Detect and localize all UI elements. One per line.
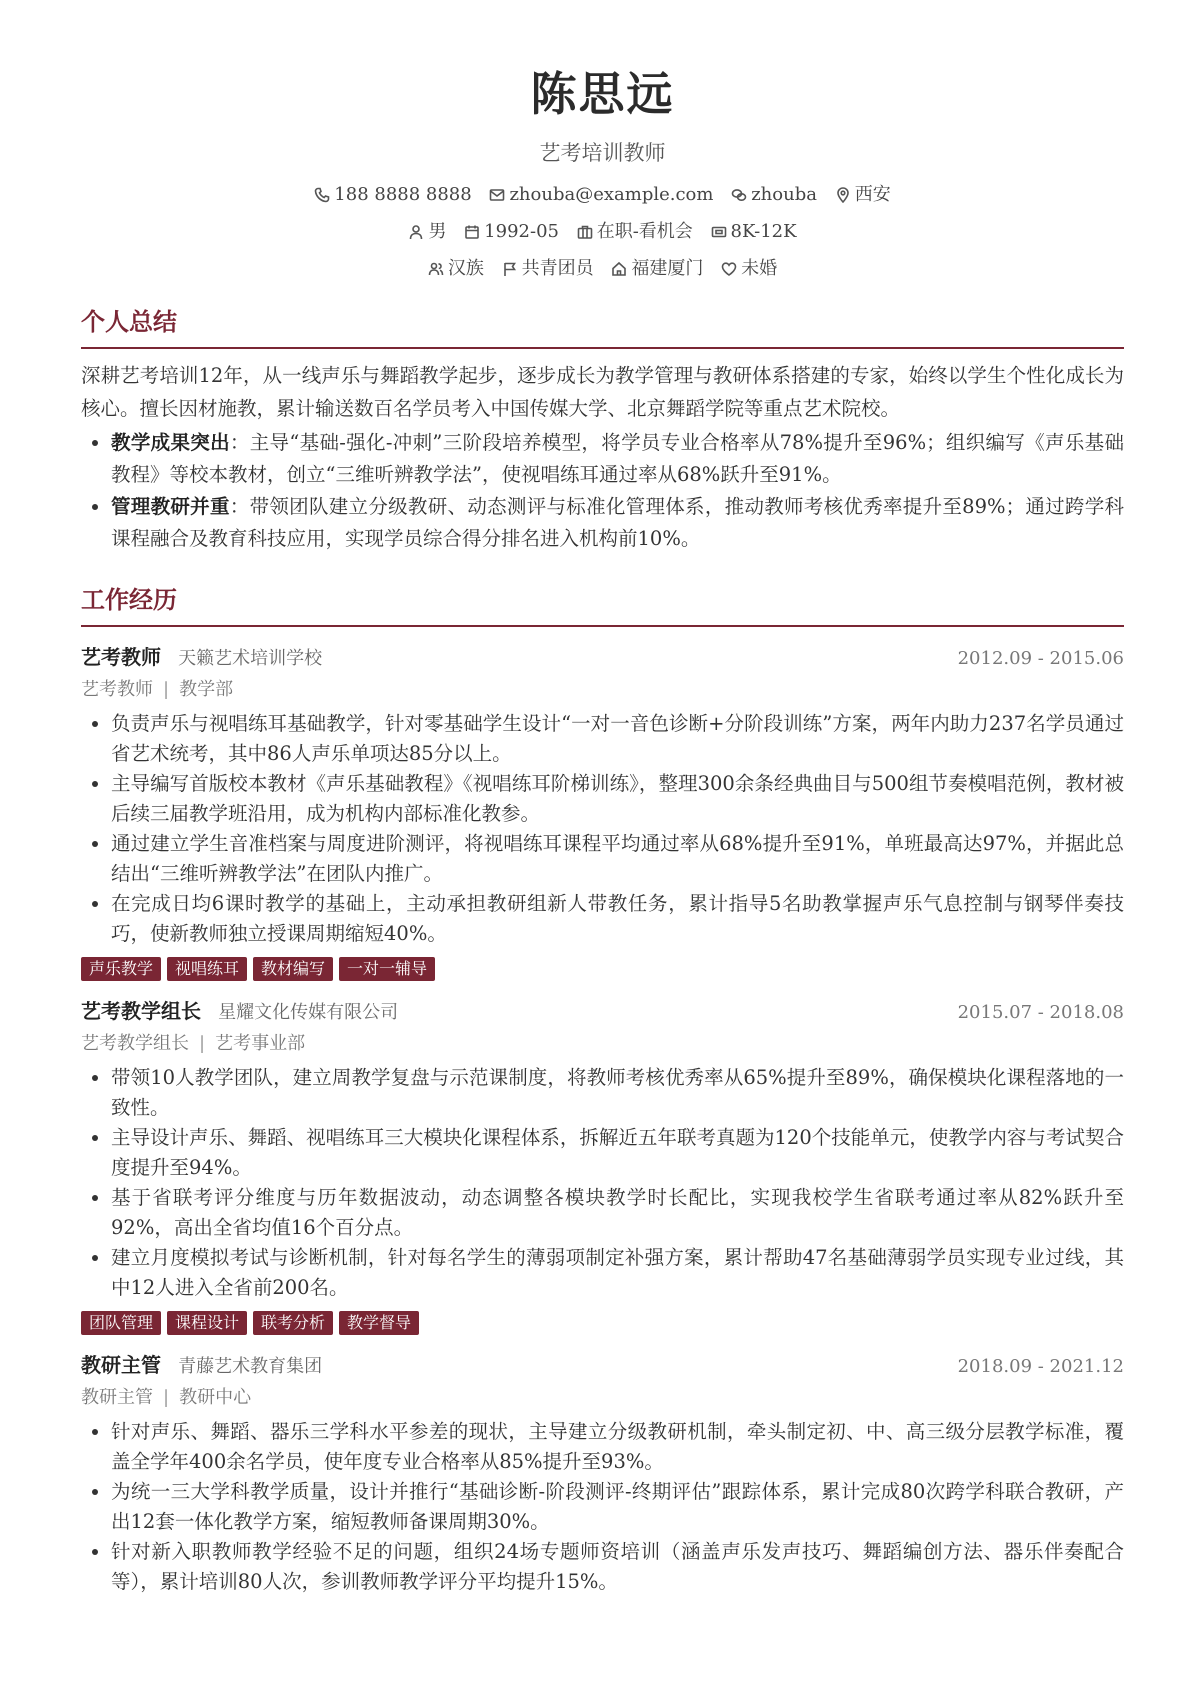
candidate-name: 陈思远	[530, 67, 675, 121]
job-bullet: • 负责声乐与视唱练耳基础教学，针对零基础学生设计“一对一音色诊断+分阶段训练”方案，两年内助力237名学员通过省艺术统考，其中86人声乐单项达85分以上。	[111, 709, 1124, 769]
mail-icon	[489, 187, 505, 203]
job-header	[81, 1349, 1124, 1383]
job-position: 艺考教师	[81, 679, 153, 700]
job-position: 艺考教学组长	[81, 1033, 189, 1054]
separator: |	[163, 679, 170, 700]
status-value: 在职-看机会	[596, 221, 693, 242]
gender-item	[408, 217, 446, 247]
people-icon	[428, 261, 444, 277]
job-bullet: • 通过建立学生音准档案与周度进阶测评，将视唱练耳课程平均通过率从68%提升至91%，单班最高达97%，并据此总结出“三维听辨教学法”在团队内推广。	[111, 829, 1124, 889]
phone-number: 188 8888 8888	[334, 184, 472, 205]
job-subtitle	[81, 1383, 1124, 1413]
job-bullet: • 针对新入职教师教学经验不足的问题，组织24场专题师资培训（涵盖声乐发声技巧、舞蹈编创方法、器乐伴奏配合等），累计培训80人次，参训教师教学评分平均提升15%。	[111, 1537, 1124, 1597]
job-subtitle	[81, 675, 1124, 705]
job-bullet: • 在完成日均6课时教学的基础上，主动承担教研组新人带教任务，累计指导5名助教掌握声乐气息控制与钢琴伴奏技巧，使新教师独立授课周期缩短40%。	[111, 889, 1124, 949]
skill-tag: 教材编写	[253, 957, 333, 981]
job-entry	[81, 641, 1124, 981]
work-section	[81, 583, 1124, 1597]
ethnicity-value: 汉族	[447, 258, 484, 279]
separator: |	[199, 1033, 206, 1054]
salary-icon	[711, 224, 727, 240]
summary-point-label: 教学成果突出	[111, 431, 230, 454]
job-bullet: • 主导设计声乐、舞蹈、视唱练耳三大模块化课程体系，拆解近五年联考真题为120个技能单元，使教学内容与考试契合度提升至94%。	[111, 1123, 1124, 1183]
job-bullets	[81, 1417, 1124, 1597]
summary-points	[81, 427, 1124, 555]
job-date: 2015.07 - 2018.08	[957, 1002, 1124, 1023]
home-icon	[611, 261, 627, 277]
job-company: 青藤艺术教育集团	[178, 1356, 323, 1377]
skill-tag: 团队管理	[81, 1311, 161, 1335]
job-title: 教研主管	[81, 1353, 161, 1377]
skill-tag: 课程设计	[167, 1311, 247, 1335]
political-item	[502, 254, 594, 284]
job-company: 星耀文化传媒有限公司	[218, 1002, 399, 1023]
wechat-item	[731, 180, 817, 210]
salary-value: 8K-12K	[730, 221, 797, 242]
extra-line	[81, 254, 1124, 287]
summary-title: 个人总结	[81, 305, 1124, 349]
flag-icon	[502, 261, 518, 277]
job-department: 艺考事业部	[215, 1033, 306, 1054]
wechat-id: zhouba	[751, 184, 817, 205]
wechat-icon	[731, 187, 747, 203]
job-heading	[81, 1349, 322, 1383]
location-item	[835, 180, 891, 210]
candidate-role: 艺考培训教师	[539, 141, 666, 165]
email-address: zhouba@example.com	[509, 184, 714, 205]
summary-point-text: ：主导“基础-强化-冲刺”三阶段培养模型，将学员专业合格率从78%提升至96%；组织编写《声乐基础教程》等校本教材，创立“三维听辨教学法”，使视唱练耳通过率从68%跃升至91%。	[111, 431, 1124, 486]
job-bullets	[81, 1063, 1124, 1303]
job-heading	[81, 995, 398, 1029]
skill-tag: 声乐教学	[81, 957, 161, 981]
user-icon	[408, 224, 424, 240]
location-icon	[835, 187, 851, 203]
location-city: 西安	[854, 184, 891, 205]
summary-point	[111, 491, 1124, 555]
hometown-item	[611, 254, 703, 284]
contact-line	[81, 180, 1124, 213]
phone-icon	[314, 187, 330, 203]
job-company: 天籁艺术培训学校	[178, 648, 323, 669]
job-title: 艺考教师	[81, 645, 161, 669]
briefcase-icon	[577, 224, 593, 240]
political-value: 共青团员	[521, 258, 594, 279]
heart-icon	[721, 261, 737, 277]
skill-tag: 教学督导	[339, 1311, 419, 1335]
job-department: 教研中心	[179, 1387, 252, 1408]
summary-paragraph: 深耕艺考培训12年，从一线声乐与舞蹈教学起步，逐步成长为教学管理与教研体系搭建的专家，始终以学生个性化成长为核心。擅长因材施教，累计输送数百名学员考入中国传媒大学、北京舞蹈学院等重点艺术院校。	[81, 364, 1124, 420]
ethnicity-item	[428, 254, 484, 284]
job-bullets	[81, 709, 1124, 949]
job-bullet: • 基于省联考评分维度与历年数据波动，动态调整各模块教学时长配比，实现我校学生省联考通过率从82%跃升至92%，高出全省均值16个百分点。	[111, 1183, 1124, 1243]
salary-item	[711, 217, 797, 247]
summary-point	[111, 427, 1124, 491]
job-header	[81, 641, 1124, 675]
work-title: 工作经历	[81, 583, 1124, 627]
personal-line	[81, 217, 1124, 250]
marital-value: 未婚	[741, 258, 778, 279]
birth-item	[464, 217, 559, 247]
summary-point-label: 管理教研并重	[111, 495, 230, 518]
birth-value: 1992-05	[484, 221, 559, 242]
resume-content	[81, 0, 1124, 1597]
job-bullet: • 为统一三大学科教学质量，设计并推行“基础诊断-阶段测评-终期评估”跟踪体系，累计完成80次跨学科联合教研，产出12套一体化教学方案，缩短教师备课周期30%。	[111, 1477, 1124, 1537]
job-bullet: • 主导编写首版校本教材《声乐基础教程》《视唱练耳阶梯训练》，整理300余条经典曲目与500组节奏模唱范例，教材被后续三届教学班沿用，成为机构内部标准化教参。	[111, 769, 1124, 829]
hometown-value: 福建厦门	[631, 258, 704, 279]
separator: |	[163, 1387, 170, 1408]
job-subtitle	[81, 1029, 1124, 1059]
status-item	[577, 217, 693, 247]
phone-item	[314, 180, 471, 210]
calendar-icon	[464, 224, 480, 240]
email-item	[489, 180, 713, 210]
job-entry	[81, 995, 1124, 1335]
gender-value: 男	[428, 221, 447, 242]
job-heading	[81, 641, 322, 675]
job-header	[81, 995, 1124, 1029]
summary-section	[81, 305, 1124, 555]
marital-item	[721, 254, 777, 284]
job-position: 教研主管	[81, 1387, 153, 1408]
job-bullet: • 带领10人教学团队，建立周教学复盘与示范课制度，将教师考核优秀率从65%提升至89%，确保模块化课程落地的一致性。	[111, 1063, 1124, 1123]
job-entry	[81, 1349, 1124, 1597]
job-title: 艺考教学组长	[81, 999, 201, 1023]
job-bullet: • 建立月度模拟考试与诊断机制，针对每名学生的薄弱项制定补强方案，累计帮助47名基础薄弱学员实现专业过线，其中12人进入全省前200名。	[111, 1243, 1124, 1303]
skill-tag: 视唱练耳	[167, 957, 247, 981]
job-date: 2012.09 - 2015.06	[957, 648, 1124, 669]
job-tags	[81, 957, 1124, 981]
job-tags	[81, 1311, 1124, 1335]
job-date: 2018.09 - 2021.12	[957, 1356, 1124, 1377]
job-bullet: • 针对声乐、舞蹈、器乐三学科水平参差的现状，主导建立分级教研机制，牵头制定初、中、高三级分层教学标准，覆盖全学年400余名学员，使年度专业合格率从85%提升至93%。	[111, 1417, 1124, 1477]
skill-tag: 一对一辅导	[339, 957, 435, 981]
skill-tag: 联考分析	[253, 1311, 333, 1335]
job-department: 教学部	[179, 679, 234, 700]
summary-point-text: ：带领团队建立分级教研、动态测评与标准化管理体系，推动教师考核优秀率提升至89%；通过跨学科课程融合及教育科技应用，实现学员综合得分排名进入机构前10%。	[111, 495, 1124, 550]
